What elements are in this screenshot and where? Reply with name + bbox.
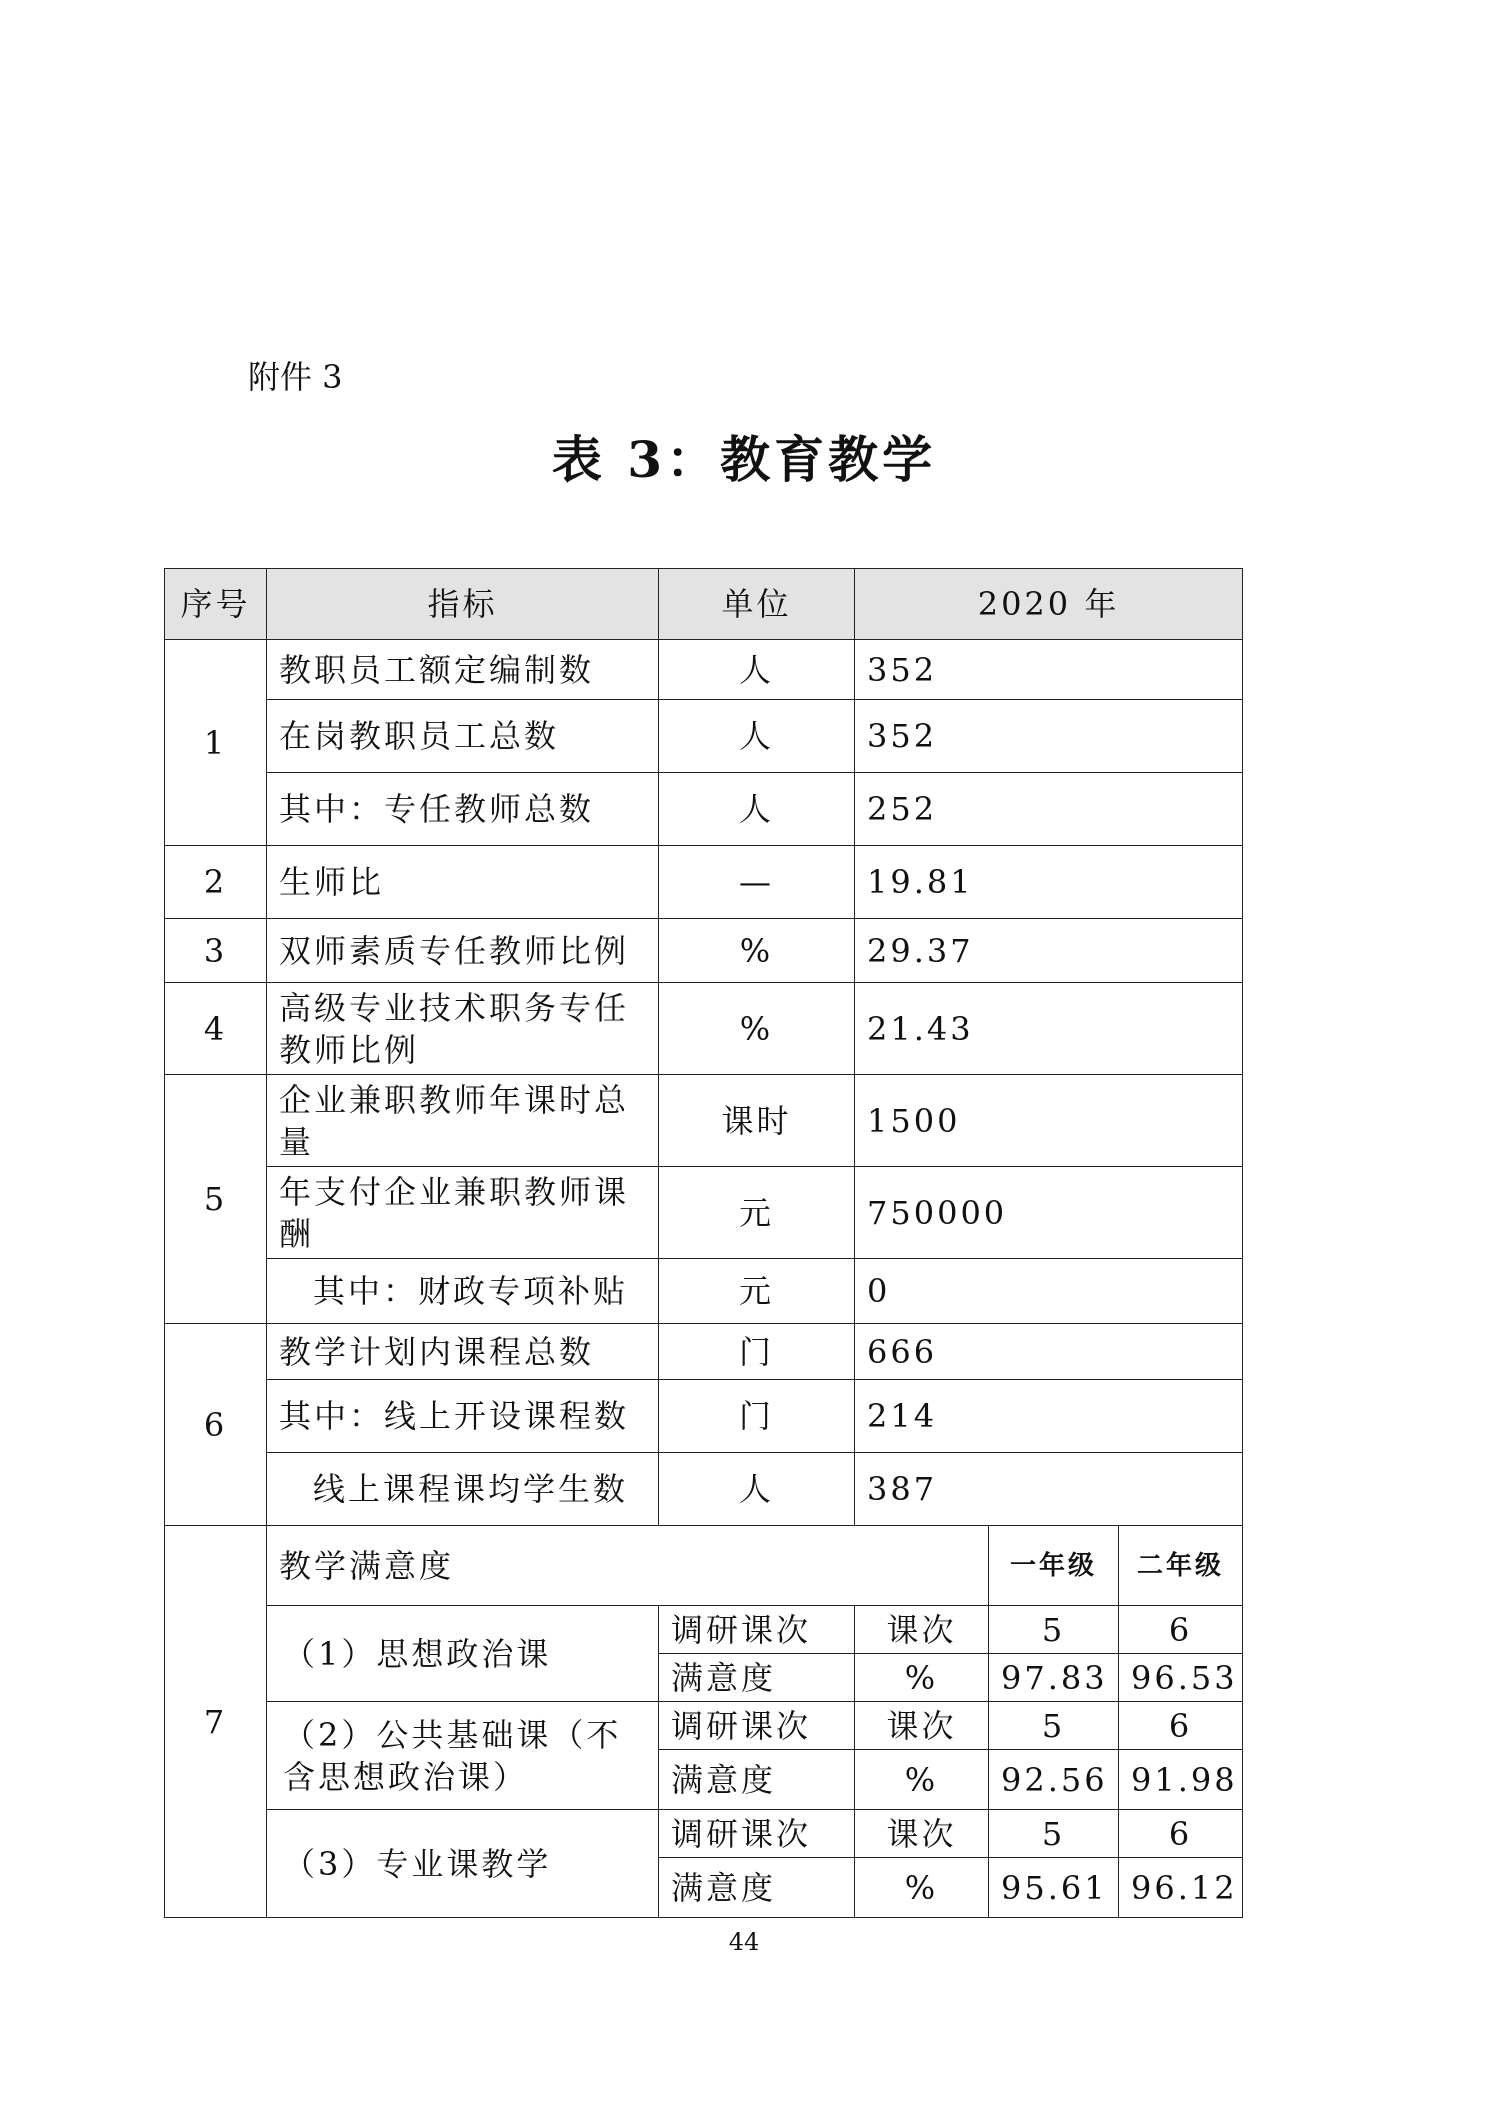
page-number: 44 <box>728 1928 760 1956</box>
grade1-value: 92.56 <box>989 1750 1119 1810</box>
row-indicator: 教学计划内课程总数 <box>267 1324 659 1380</box>
grade2-value: 6 <box>1119 1606 1243 1654</box>
grade2-value: 96.53 <box>1119 1654 1243 1702</box>
header-seq: 序号 <box>165 569 267 640</box>
table-row <box>165 1380 1243 1453</box>
table-row <box>165 1702 1243 1750</box>
grade1-value: 97.83 <box>989 1654 1119 1702</box>
table-row <box>165 1606 1243 1654</box>
row-unit: % <box>659 983 855 1075</box>
grade1-header: 一年级 <box>989 1526 1119 1606</box>
row-seq: 2 <box>165 846 267 919</box>
row-value: 387 <box>855 1453 1243 1526</box>
row-seq: 3 <box>165 919 267 983</box>
row-value: 352 <box>855 640 1243 700</box>
metric-unit: % <box>855 1858 989 1918</box>
grade2-value: 91.98 <box>1119 1750 1243 1810</box>
row-unit: 课时 <box>659 1075 855 1167</box>
row-seq: 4 <box>165 983 267 1075</box>
metric-unit: 课次 <box>855 1606 989 1654</box>
row-unit: 元 <box>659 1167 855 1259</box>
row-seq: 1 <box>165 640 267 846</box>
grade1-value: 95.61 <box>989 1858 1119 1918</box>
grade1-value: 5 <box>989 1702 1119 1750</box>
row-indicator: 企业兼职教师年课时总量 <box>267 1075 659 1167</box>
metric-label: 调研课次 <box>659 1702 855 1750</box>
metric-label: 调研课次 <box>659 1606 855 1654</box>
row-unit: 门 <box>659 1380 855 1453</box>
metric-label: 满意度 <box>659 1654 855 1702</box>
table-row <box>165 640 1243 700</box>
row-unit: 门 <box>659 1324 855 1380</box>
grade2-value: 96.12 <box>1119 1858 1243 1918</box>
row-value: 214 <box>855 1380 1243 1453</box>
grade2-header: 二年级 <box>1119 1526 1243 1606</box>
row-seq: 7 <box>165 1526 267 1918</box>
header-indicator: 指标 <box>267 569 659 640</box>
metric-unit: 课次 <box>855 1702 989 1750</box>
table-row <box>165 1526 1243 1606</box>
row-indicator: 线上课程课均学生数 <box>267 1453 659 1526</box>
row-value: 29.37 <box>855 919 1243 983</box>
table-row <box>165 1810 1243 1858</box>
metric-unit: 课次 <box>855 1810 989 1858</box>
metric-label: 满意度 <box>659 1858 855 1918</box>
row-value: 19.81 <box>855 846 1243 919</box>
row-value: 252 <box>855 773 1243 846</box>
table-row <box>165 846 1243 919</box>
row-indicator: 双师素质专任教师比例 <box>267 919 659 983</box>
row-indicator: 其中：专任教师总数 <box>267 773 659 846</box>
table-header-row <box>165 569 1243 640</box>
group-name: （2）公共基础课（不含思想政治课） <box>267 1702 659 1810</box>
row-indicator: 其中：财政专项补贴 <box>267 1259 659 1324</box>
row-indicator: 其中：线上开设课程数 <box>267 1380 659 1453</box>
row-unit: 人 <box>659 700 855 773</box>
table-row <box>165 773 1243 846</box>
grade2-value: 6 <box>1119 1810 1243 1858</box>
row-seq: 5 <box>165 1075 267 1324</box>
satisfaction-label: 教学满意度 <box>267 1526 989 1606</box>
grade2-value: 6 <box>1119 1702 1243 1750</box>
row-unit: 元 <box>659 1259 855 1324</box>
row-value: 1500 <box>855 1075 1243 1167</box>
row-unit: % <box>659 919 855 983</box>
metric-unit: % <box>855 1750 989 1810</box>
row-indicator: 年支付企业兼职教师课酬 <box>267 1167 659 1259</box>
row-value: 666 <box>855 1324 1243 1380</box>
table-row <box>165 983 1243 1075</box>
row-value: 21.43 <box>855 983 1243 1075</box>
row-value: 0 <box>855 1259 1243 1324</box>
group-name: （3）专业课教学 <box>267 1810 659 1918</box>
grade1-value: 5 <box>989 1810 1119 1858</box>
metric-unit: % <box>855 1654 989 1702</box>
header-unit: 单位 <box>659 569 855 640</box>
grade1-value: 5 <box>989 1606 1119 1654</box>
row-indicator: 生师比 <box>267 846 659 919</box>
table-row <box>165 1167 1243 1259</box>
metric-label: 调研课次 <box>659 1810 855 1858</box>
table-row <box>165 1075 1243 1167</box>
row-unit: 人 <box>659 773 855 846</box>
table-row <box>165 919 1243 983</box>
table-row <box>165 1453 1243 1526</box>
row-value: 750000 <box>855 1167 1243 1259</box>
row-value: 352 <box>855 700 1243 773</box>
row-unit: — <box>659 846 855 919</box>
header-year: 2020 年 <box>855 569 1243 640</box>
page-title: 表 3：教育教学 <box>551 430 937 489</box>
group-name: （1）思想政治课 <box>267 1606 659 1702</box>
table-row <box>165 1324 1243 1380</box>
education-table <box>164 568 1243 1918</box>
metric-label: 满意度 <box>659 1750 855 1810</box>
row-indicator: 教职员工额定编制数 <box>267 640 659 700</box>
row-unit: 人 <box>659 640 855 700</box>
row-seq: 6 <box>165 1324 267 1526</box>
table-row <box>165 700 1243 773</box>
row-indicator: 在岗教职员工总数 <box>267 700 659 773</box>
table-row <box>165 1259 1243 1324</box>
row-unit: 人 <box>659 1453 855 1526</box>
row-indicator: 高级专业技术职务专任教师比例 <box>267 983 659 1075</box>
attachment-label: 附件 3 <box>248 358 343 396</box>
